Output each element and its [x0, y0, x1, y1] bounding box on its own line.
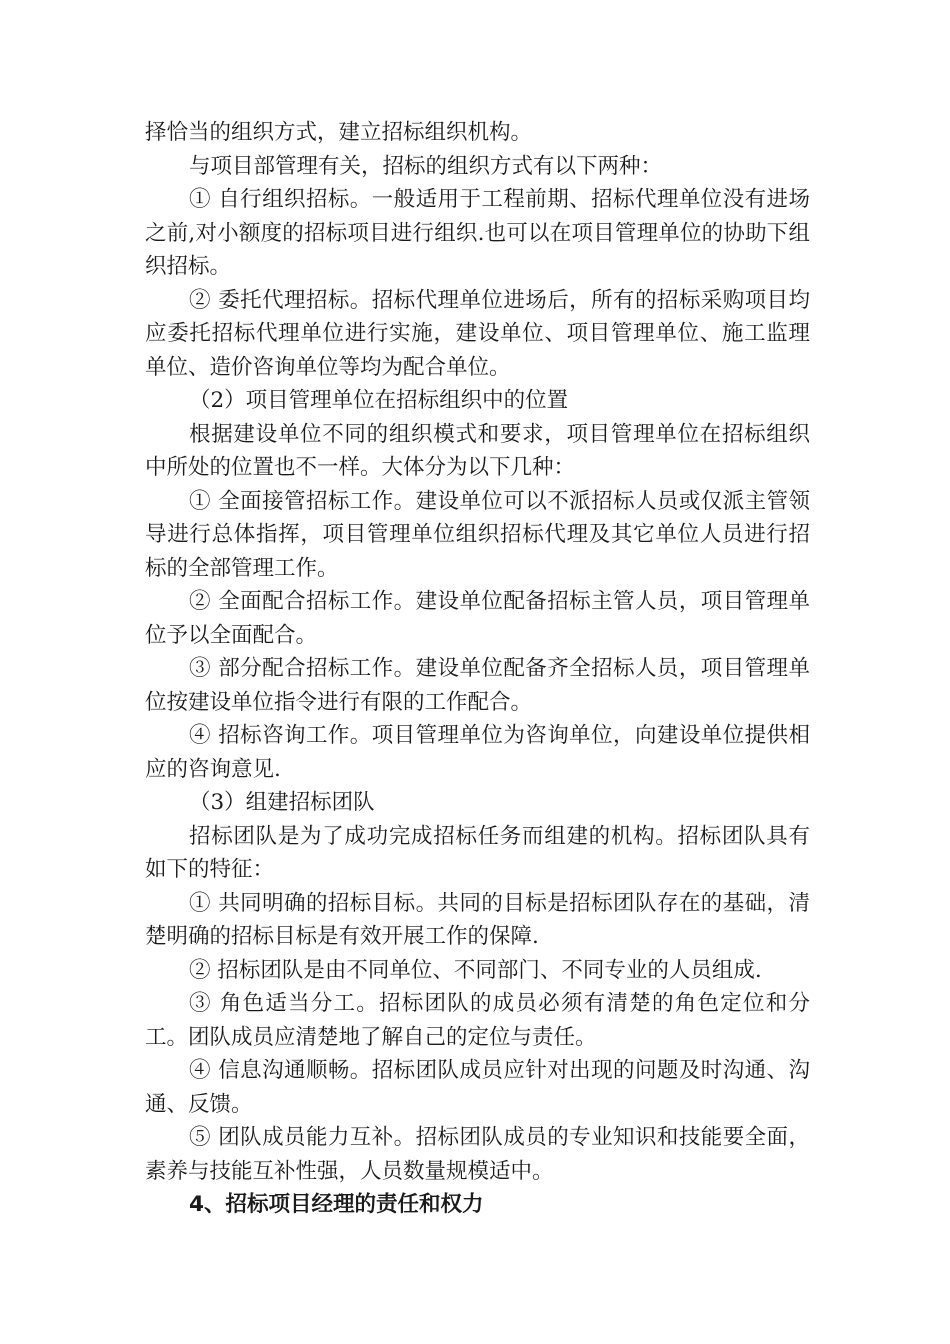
list-item-partial-cooperation: ③ 部分配合招标工作。建设单位配备齐全招标人员，项目管理单位按建设单位指令进行有限的工作配合。	[145, 656, 810, 715]
list-item-complementary: ⑤ 团队成员能力互补。招标团队成员的专业知识和技能要全面，素养与技能互补性强，人员数量规模适中。	[145, 1125, 810, 1184]
list-item-composition: ② 招标团队是由不同单位、不同部门、不同专业的人员组成.	[189, 957, 762, 983]
list-item-consulting: ④ 招标咨询工作。项目管理单位为咨询单位，向建设单位提供相应的咨询意见.	[145, 723, 810, 782]
paragraph-position-intro: 根据建设单位不同的组织模式和要求，项目管理单位在招标组织中所处的位置也不一样。大体分为以下几种：	[145, 421, 810, 480]
paragraph-intro-organization: 与项目部管理有关，招标的组织方式有以下两种：	[189, 153, 663, 179]
list-item-full-takeover: ① 全面接管招标工作。建设单位可以不派招标人员或仅派主管领导进行总体指挥，项目管理单位组织招标代理及其它单位人员进行招标的全部管理工作。	[145, 488, 810, 581]
list-item-full-cooperation: ② 全面配合招标工作。建设单位配备招标主管人员，项目管理单位予以全面配合。	[145, 589, 810, 648]
document-body	[145, 116, 810, 1222]
list-item-self-organized: ① 自行组织招标。一般适用于工程前期、招标代理单位没有进场之前,对小额度的招标项目进行组织.也可以在项目管理单位的协助下组织招标。	[145, 187, 810, 279]
section-heading-position: （2）项目管理单位在招标组织中的位置	[189, 388, 569, 413]
section-heading-manager: 4、招标项目经理的责任和权力	[189, 1192, 484, 1217]
list-item-communication: ④ 信息沟通顺畅。招标团队成员应针对出现的问题及时沟通、沟通、反馈。	[145, 1058, 810, 1117]
list-item-role-division: ③ 角色适当分工。招标团队的成员必须有清楚的角色定位和分工。团队成员应清楚地了解自己的定位与责任。	[145, 991, 810, 1050]
section-heading-team: （3）组建招标团队	[189, 790, 375, 815]
paragraph-team-intro: 招标团队是为了成功完成招标任务而组建的机构。招标团队具有如下的特征：	[145, 823, 810, 882]
list-item-common-goal: ① 共同明确的招标目标。共同的目标是招标团队存在的基础，清楚明确的招标目标是有效开展工作的保障.	[145, 890, 810, 949]
paragraph-continuation: 择恰当的组织方式，建立招标组织机构。	[145, 120, 533, 145]
list-item-agency-bidding: ② 委托代理招标。招标代理单位进场后，所有的招标采购项目均应委托招标代理单位进行实施，建设单位、项目管理单位、施工监理单位、造价咨询单位等均为配合单位。	[145, 287, 810, 380]
